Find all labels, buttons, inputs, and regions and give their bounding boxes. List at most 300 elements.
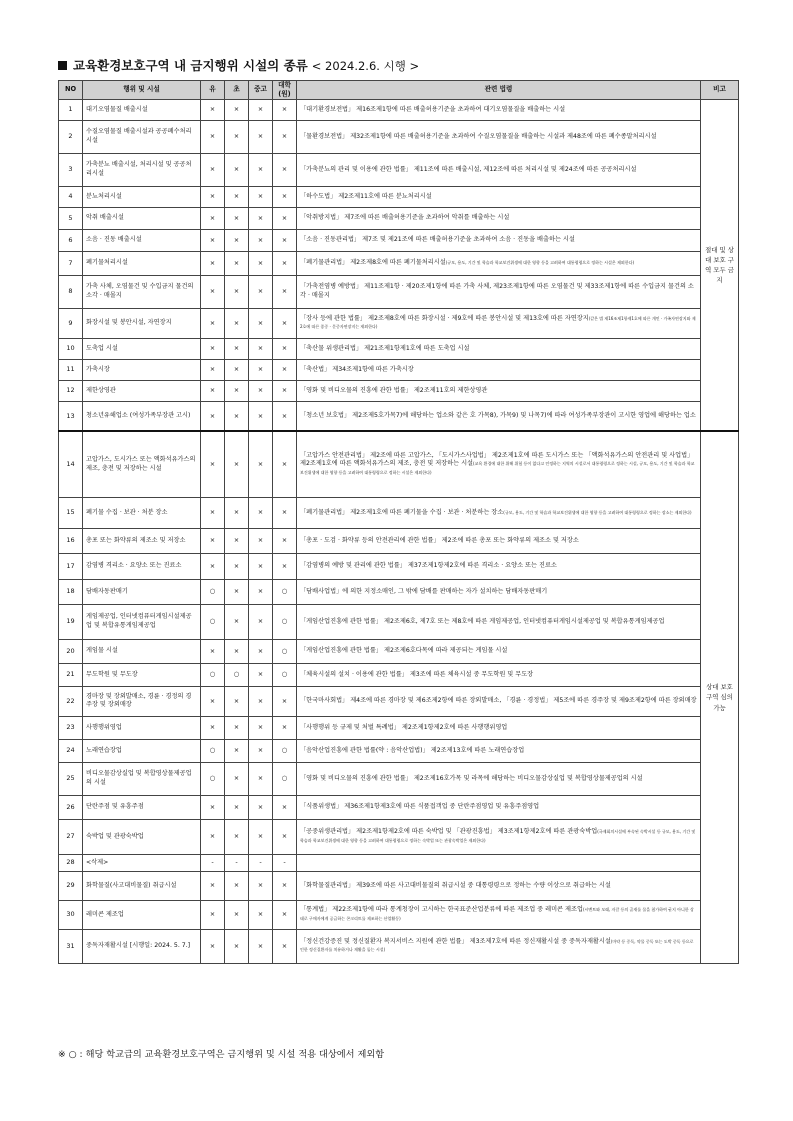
- related-law: [297, 604, 701, 639]
- elementary-mark: ×: [225, 739, 249, 762]
- table-row: [59, 553, 739, 579]
- middle-high-mark: ×: [249, 663, 273, 686]
- university-mark: ×: [273, 359, 297, 380]
- facility-name: 숙박업 및 관광숙박업: [83, 819, 201, 854]
- law-exception-note: (규모, 용도, 기간 및 학습과 학교보건위생에 대한 영향 등을 고려하여 대통령령으로 정하는 장소는 제외한다): [503, 509, 692, 515]
- facility-name: 게임제공업, 인터넷컴퓨터게임시설제공업 및 복합유통게임제공업: [83, 604, 201, 639]
- related-law: [297, 795, 701, 819]
- law-text: 「공중위생관리법」 제2조제1항제2호에 따른 숙박업 및 「관광진흥법」 제3조제1항제2호에 따른 관광숙박업: [300, 828, 598, 836]
- elementary-mark: ×: [225, 553, 249, 579]
- university-mark: ×: [273, 929, 297, 963]
- facility-name: 감염병 격리소 · 요양소 또는 진료소: [83, 553, 201, 579]
- law-text: 「총포 · 도검 · 화약류 등의 안전관리에 관한 법률」 제2조에 따른 총포 또는 화약류의 제조소 및 저장소: [300, 536, 579, 544]
- law-exception-note: (규모, 용도, 기간 및 학습과 학교보건위생에 대한 영향 등을 고려하여 대통령령으로 정하는 시설은 제외한다): [445, 260, 635, 266]
- kindergarten-mark: ×: [201, 186, 225, 207]
- kindergarten-mark: ×: [201, 716, 225, 739]
- middle-high-mark: ×: [249, 739, 273, 762]
- facility-name: 화장시설 및 봉안시설, 자연장지: [83, 308, 201, 338]
- elementary-mark: -: [225, 854, 249, 871]
- header-university: 대학(원): [273, 81, 297, 100]
- facility-name: 분뇨처리시설: [83, 186, 201, 207]
- table-row: [59, 207, 739, 229]
- law-text: 「폐기물관리법」 제2조제1호에 따른 폐기물을 수집 · 보관 · 처분하는 장소: [300, 508, 504, 516]
- middle-high-mark: ×: [249, 553, 273, 579]
- elementary-mark: ×: [225, 900, 249, 929]
- middle-high-mark: ×: [249, 401, 273, 431]
- kindergarten-mark: ×: [201, 251, 225, 275]
- table-row: [59, 153, 739, 186]
- facility-name: 제한상영관: [83, 380, 201, 401]
- kindergarten-mark: ×: [201, 553, 225, 579]
- header-kindergarten: 유: [201, 81, 225, 100]
- related-law: [297, 762, 701, 795]
- note-relative-zone: 상대 보호 구역 심의 가능: [701, 431, 739, 963]
- related-law: [297, 251, 701, 275]
- facility-name: 가축시장: [83, 359, 201, 380]
- related-law: [297, 308, 701, 338]
- related-law: [297, 120, 701, 153]
- middle-high-mark: ×: [249, 900, 273, 929]
- kindergarten-mark: ×: [201, 900, 225, 929]
- kindergarten-mark: ○: [201, 762, 225, 795]
- university-mark: ×: [273, 380, 297, 401]
- related-law: [297, 686, 701, 716]
- elementary-mark: ×: [225, 528, 249, 553]
- facility-name: 도축업 시설: [83, 338, 201, 359]
- square-bullet-icon: [58, 61, 67, 70]
- university-mark: ×: [273, 716, 297, 739]
- law-text: 「대기환경보전법」 제16조제1항에 따른 배출허용기준을 초과하여 대기오염물질을 배출하는 시설: [300, 105, 566, 113]
- law-exception-note: (시멘트와 모래, 자갈 등의 골재를 물을 첨가하여 굳지 아니한 상태로 구매자에게 공급하는 콘크리트를 제조하는 산업활동): [300, 907, 694, 921]
- table-row: [59, 308, 739, 338]
- elementary-mark: ×: [225, 686, 249, 716]
- header-note: 비고: [701, 81, 739, 100]
- header-no: NO: [59, 81, 83, 100]
- university-mark: ×: [273, 99, 297, 120]
- facility-name: 무도학원 및 무도장: [83, 663, 201, 686]
- related-law: [297, 900, 701, 929]
- table-row: [59, 431, 739, 497]
- table-row: [59, 639, 739, 663]
- law-text: 「악취방지법」 제7조에 따른 배출허용기준을 초과하여 악취를 배출하는 시설: [300, 214, 510, 222]
- university-mark: ×: [273, 497, 297, 528]
- law-text: 「감염병의 예방 및 관리에 관한 법률」 제37조제1항제2호에 따른 격리소 · 요양소 또는 진료소: [300, 562, 557, 570]
- facility-name: 가축분뇨 배출시설, 처리시설 및 공공처리시설: [83, 153, 201, 186]
- law-exception-note: (교육 환경에 대한 위해 위험 등이 없다고 인정하는 지역의 시설로서 대통령령으로 정하는 시설, 규모, 용도, 기간 및 학습과 학교보건위생에 대한 영향 등을 고려하여 대통령령으로 정하는 시설은 제외한다): [300, 461, 695, 475]
- note-absolute-zone: 절대 및 상대 보호 구역 모두 금지: [701, 99, 739, 431]
- facility-name: <삭제>: [83, 854, 201, 871]
- kindergarten-mark: ×: [201, 153, 225, 186]
- row-number: 15: [59, 497, 83, 528]
- kindergarten-mark: ×: [201, 819, 225, 854]
- row-number: 14: [59, 431, 83, 497]
- middle-high-mark: ×: [249, 579, 273, 604]
- table-row: [59, 401, 739, 431]
- row-number: 25: [59, 762, 83, 795]
- law-exception-note: (국제회의시설에 부속된 숙박시설 등 규모, 용도, 기간 및 학습과 학교보건위생에 대한 영향 등을 고려하여 대통령령으로 정하는 숙박업 또는 관광숙박업은 제외한다): [300, 829, 696, 843]
- row-number: 27: [59, 819, 83, 854]
- facility-name: 수질오염물질 배출시설과 공공폐수처리시설: [83, 120, 201, 153]
- table-row: [59, 716, 739, 739]
- related-law: [297, 553, 701, 579]
- law-text: 「영화 및 비디오물의 진흥에 관한 법률」 제2조제16호가목 및 라목에 해당하는 비디오물감상실업 및 복합영상물제공업의 시설: [300, 774, 643, 782]
- elementary-mark: ×: [225, 359, 249, 380]
- table-row: [59, 99, 739, 120]
- middle-high-mark: ×: [249, 359, 273, 380]
- row-number: 7: [59, 251, 83, 275]
- table-row: [59, 795, 739, 819]
- elementary-mark: ×: [225, 229, 249, 251]
- table-row: [59, 528, 739, 553]
- kindergarten-mark: ×: [201, 120, 225, 153]
- law-text: 「고압가스 안전관리법」 제2조에 따른 고압가스, 「도시가스사업법」 제2조제1호에 따른 도시가스 또는 「액화석유가스의 안전관리 및 사업법」 제2조제1호에 따른 액화석유가스의 제조, 충전 및 저장하는 시설: [300, 451, 694, 468]
- middle-high-mark: ×: [249, 497, 273, 528]
- law-text: 「음악산업진흥에 관한 법률(약 : 음악산업법)」 제2조제13호에 따른 노래연습장업: [300, 746, 525, 754]
- facility-name: 대기오염물질 배출시설: [83, 99, 201, 120]
- elementary-mark: ×: [225, 716, 249, 739]
- table-row: [59, 186, 739, 207]
- related-law: [297, 819, 701, 854]
- row-number: 19: [59, 604, 83, 639]
- facility-name: 고압가스, 도시가스 또는 액화석유가스의 제조, 충전 및 저장하는 시설: [83, 431, 201, 497]
- law-text: 「영화 및 비디오물의 진흥에 관한 법률」 제2조제11호의 제한상영관: [300, 386, 488, 394]
- elementary-mark: ○: [225, 663, 249, 686]
- law-text: 「한국마사회법」 제4조에 따른 경마장 및 제6조제2항에 따른 장외발매소, 「경륜 · 경정법」 제5조에 따른 경주장 및 제9조제2항에 따른 장외매장: [300, 697, 697, 705]
- university-mark: ×: [273, 120, 297, 153]
- university-mark: ×: [273, 251, 297, 275]
- kindergarten-mark: ×: [201, 207, 225, 229]
- facility-name: 비디오물감상실업 및 복합영상물제공업의 시설: [83, 762, 201, 795]
- middle-high-mark: ×: [249, 308, 273, 338]
- middle-high-mark: ×: [249, 153, 273, 186]
- table-row: [59, 380, 739, 401]
- middle-high-mark: ×: [249, 528, 273, 553]
- law-text: 「폐기물관리법」 제2조제8호에 따른 폐기물처리시설: [300, 259, 446, 267]
- table-row: [59, 359, 739, 380]
- law-text: 「청소년 보호법」 제2조제5호가목7)에 해당하는 업소와 같은 호 가목8), 가목9) 및 나목7)에 따라 여성가족부장관이 고시한 영업에 해당하는 업소: [300, 411, 696, 419]
- facility-name: 경마장 및 장외발매소, 경륜 · 경정의 경주장 및 장외매장: [83, 686, 201, 716]
- header-facility: 행위 및 시설: [83, 81, 201, 100]
- page-title: [58, 56, 419, 74]
- university-mark: ×: [273, 686, 297, 716]
- table-row: [59, 579, 739, 604]
- related-law: [297, 207, 701, 229]
- university-mark: ×: [273, 308, 297, 338]
- kindergarten-mark: ×: [201, 528, 225, 553]
- middle-high-mark: ×: [249, 207, 273, 229]
- table-row: [59, 604, 739, 639]
- law-text: 「축산법」 제34조제1항에 따른 가축시장: [300, 365, 414, 373]
- row-number: 4: [59, 186, 83, 207]
- law-text: 「사행행위 등 규제 및 처벌 특례법」 제2조제1항제2호에 따른 사행행위영업: [300, 723, 508, 731]
- row-number: 11: [59, 359, 83, 380]
- university-mark: ×: [273, 528, 297, 553]
- related-law: [297, 359, 701, 380]
- elementary-mark: ×: [225, 431, 249, 497]
- footer-note: ※ ○ : 해당 학교급의 교육환경보호구역은 금지행위 및 시설 적용 대상에서 제외함: [58, 1049, 385, 1060]
- law-text: 「체육시설의 설치 · 이용에 관한 법률」 제3조에 따른 체육시설 중 무도학원 및 무도장: [300, 670, 534, 678]
- law-text: 「하수도법」 제2조제11호에 따른 분뇨처리시설: [300, 192, 432, 200]
- related-law: [297, 229, 701, 251]
- row-number: 2: [59, 120, 83, 153]
- university-mark: ×: [273, 871, 297, 900]
- kindergarten-mark: ×: [201, 929, 225, 963]
- row-number: 6: [59, 229, 83, 251]
- kindergarten-mark: ×: [201, 275, 225, 308]
- related-law: [297, 380, 701, 401]
- law-text: 「물환경보전법」 제32조제1항에 따른 배출허용기준을 초과하여 수질오염물질을 배출하는 시설과 제48조에 따른 폐수종말처리시설: [300, 132, 657, 140]
- row-number: 1: [59, 99, 83, 120]
- kindergarten-mark: ×: [201, 686, 225, 716]
- table-row: [59, 871, 739, 900]
- elementary-mark: ×: [225, 401, 249, 431]
- middle-high-mark: ×: [249, 120, 273, 153]
- table-row: [59, 663, 739, 686]
- university-mark: ○: [273, 579, 297, 604]
- row-number: 21: [59, 663, 83, 686]
- kindergarten-mark: ×: [201, 359, 225, 380]
- row-number: 13: [59, 401, 83, 431]
- related-law: [297, 275, 701, 308]
- row-number: 30: [59, 900, 83, 929]
- law-text: 「장사 등에 관한 법률」 제2조제8호에 따른 화장시설 · 제9호에 따른 봉안시설 및 제13호에 따른 자연장지: [300, 314, 589, 322]
- table-row: [59, 251, 739, 275]
- row-number: 9: [59, 308, 83, 338]
- row-number: 17: [59, 553, 83, 579]
- elementary-mark: ×: [225, 819, 249, 854]
- table-row: [59, 900, 739, 929]
- table-row: [59, 739, 739, 762]
- middle-high-mark: ×: [249, 431, 273, 497]
- kindergarten-mark: ×: [201, 401, 225, 431]
- related-law: [297, 186, 701, 207]
- kindergarten-mark: ×: [201, 639, 225, 663]
- table-row: [59, 275, 739, 308]
- row-number: 3: [59, 153, 83, 186]
- middle-high-mark: ×: [249, 229, 273, 251]
- elementary-mark: ×: [225, 153, 249, 186]
- facility-name: 청소년유해업소 (여성가족부장관 고시): [83, 401, 201, 431]
- row-number: 12: [59, 380, 83, 401]
- university-mark: ○: [273, 663, 297, 686]
- related-law: [297, 639, 701, 663]
- related-law: [297, 431, 701, 497]
- facility-name: 레미콘 제조업: [83, 900, 201, 929]
- table-body: [59, 99, 739, 963]
- title-text: 교육환경보호구역 내 금지행위 시설의 종류: [73, 58, 308, 73]
- facility-name: 폐기물 수집 · 보관 · 처분 장소: [83, 497, 201, 528]
- middle-high-mark: ×: [249, 819, 273, 854]
- elementary-mark: ×: [225, 251, 249, 275]
- kindergarten-mark: ×: [201, 431, 225, 497]
- kindergarten-mark: ×: [201, 308, 225, 338]
- elementary-mark: ×: [225, 186, 249, 207]
- kindergarten-mark: ○: [201, 663, 225, 686]
- university-mark: ×: [273, 153, 297, 186]
- law-text: 「화학물질관리법」 제39조에 따른 사고대비물질의 취급시설 중 대통령령으로 정하는 수량 이상으로 취급하는 시설: [300, 881, 611, 889]
- elementary-mark: ×: [225, 795, 249, 819]
- facility-name: 노래연습장업: [83, 739, 201, 762]
- university-mark: ×: [273, 338, 297, 359]
- university-mark: ×: [273, 186, 297, 207]
- row-number: 28: [59, 854, 83, 871]
- row-number: 23: [59, 716, 83, 739]
- facility-name: 사행행위영업: [83, 716, 201, 739]
- elementary-mark: ×: [225, 120, 249, 153]
- facility-name: 화학물질(사고대비물질) 취급시설: [83, 871, 201, 900]
- related-law: [297, 99, 701, 120]
- header-elementary: 초: [225, 81, 249, 100]
- related-law: [297, 497, 701, 528]
- law-text: 「축산물 위생관리법」 제21조제1항제1호에 따른 도축업 시설: [300, 344, 470, 352]
- middle-high-mark: ×: [249, 604, 273, 639]
- elementary-mark: ×: [225, 929, 249, 963]
- middle-high-mark: ×: [249, 686, 273, 716]
- law-text: 「가축분뇨의 관리 및 이용에 관한 법률」 제11조에 따른 배출시설, 제12조에 따른 처리시설 및 제24조에 따른 공공처리시설: [300, 165, 637, 173]
- facility-name: 담배자동판매기: [83, 579, 201, 604]
- elementary-mark: ×: [225, 762, 249, 795]
- law-exception-note: (마약 등 중독, 약물 중독 또는 도박 중독 등으로 인한 정신질환자를 치유하거나 재활을 돕는 시설): [300, 938, 694, 953]
- university-mark: ×: [273, 401, 297, 431]
- kindergarten-mark: ×: [201, 871, 225, 900]
- middle-high-mark: ×: [249, 762, 273, 795]
- kindergarten-mark: ×: [201, 338, 225, 359]
- law-text: 「식품위생법」 제36조제1항제3호에 따른 식품접객업 중 단란주점영업 및 유흥주점영업: [300, 803, 540, 811]
- header-law: 관련 법령: [297, 81, 701, 100]
- related-law: [297, 854, 701, 871]
- row-number: 5: [59, 207, 83, 229]
- effective-date: < 2024.2.6. 시행 >: [311, 59, 420, 73]
- middle-high-mark: ×: [249, 639, 273, 663]
- university-mark: ○: [273, 762, 297, 795]
- row-number: 18: [59, 579, 83, 604]
- table-row: [59, 497, 739, 528]
- university-mark: ×: [273, 275, 297, 308]
- row-number: 26: [59, 795, 83, 819]
- facility-name: 폐기물처리시설: [83, 251, 201, 275]
- table-header-row: [59, 81, 739, 100]
- elementary-mark: ×: [225, 639, 249, 663]
- middle-high-mark: ×: [249, 871, 273, 900]
- elementary-mark: ×: [225, 207, 249, 229]
- middle-high-mark: ×: [249, 275, 273, 308]
- university-mark: ○: [273, 739, 297, 762]
- row-number: 20: [59, 639, 83, 663]
- university-mark: ×: [273, 795, 297, 819]
- facility-name: 게임물 시설: [83, 639, 201, 663]
- law-text: 「가축전염병 예방법」 제11조제1항 · 제20조제1항에 따른 가축 사체, 제23조제1항에 따른 오염물건 및 제33조제1항에 따른 수입금지 물건의 소각 · 매몰지: [300, 283, 694, 299]
- kindergarten-mark: ×: [201, 497, 225, 528]
- middle-high-mark: ×: [249, 338, 273, 359]
- middle-high-mark: ×: [249, 795, 273, 819]
- table-row: [59, 120, 739, 153]
- elementary-mark: ×: [225, 497, 249, 528]
- facility-name: 가축 사체, 오염물건 및 수입금지 물건의 소각 · 매몰지: [83, 275, 201, 308]
- university-mark: ×: [273, 900, 297, 929]
- middle-high-mark: ×: [249, 99, 273, 120]
- university-mark: ×: [273, 553, 297, 579]
- table-row: [59, 762, 739, 795]
- elementary-mark: ×: [225, 308, 249, 338]
- related-law: [297, 716, 701, 739]
- middle-high-mark: ×: [249, 929, 273, 963]
- middle-high-mark: -: [249, 854, 273, 871]
- related-law: [297, 871, 701, 900]
- university-mark: -: [273, 854, 297, 871]
- facility-name: 소음 · 진동 배출시설: [83, 229, 201, 251]
- table-row: [59, 686, 739, 716]
- law-text: 「게임산업진흥에 관한 법률」 제2조제6호다목에 따라 제공되는 게임물 시설: [300, 647, 508, 655]
- kindergarten-mark: ○: [201, 739, 225, 762]
- facility-name: 총포 또는 화약류의 제조소 및 저장소: [83, 528, 201, 553]
- middle-high-mark: ×: [249, 380, 273, 401]
- related-law: [297, 338, 701, 359]
- elementary-mark: ×: [225, 275, 249, 308]
- related-law: [297, 739, 701, 762]
- kindergarten-mark: ×: [201, 795, 225, 819]
- university-mark: ○: [273, 639, 297, 663]
- facility-name: 악취 배출시설: [83, 207, 201, 229]
- elementary-mark: ×: [225, 579, 249, 604]
- row-number: 8: [59, 275, 83, 308]
- kindergarten-mark: ×: [201, 229, 225, 251]
- row-number: 10: [59, 338, 83, 359]
- university-mark: ×: [273, 431, 297, 497]
- elementary-mark: ×: [225, 338, 249, 359]
- middle-high-mark: ×: [249, 716, 273, 739]
- kindergarten-mark: ×: [201, 380, 225, 401]
- middle-high-mark: ×: [249, 186, 273, 207]
- university-mark: ×: [273, 819, 297, 854]
- row-number: 31: [59, 929, 83, 963]
- related-law: [297, 401, 701, 431]
- related-law: [297, 579, 701, 604]
- law-exception-note: (같은 법 제16조제1항제1호에 따른 개인 · 가족자연장지와 제2호에 따른 종중 · 문중자연장지는 제외한다): [300, 315, 696, 330]
- table-row: [59, 929, 739, 963]
- row-number: 24: [59, 739, 83, 762]
- kindergarten-mark: -: [201, 854, 225, 871]
- elementary-mark: ×: [225, 380, 249, 401]
- table-row: [59, 854, 739, 871]
- row-number: 16: [59, 528, 83, 553]
- row-number: 29: [59, 871, 83, 900]
- table-row: [59, 819, 739, 854]
- university-mark: ×: [273, 229, 297, 251]
- middle-high-mark: ×: [249, 251, 273, 275]
- related-law: [297, 528, 701, 553]
- elementary-mark: ×: [225, 99, 249, 120]
- header-middle-high: 중고: [249, 81, 273, 100]
- facility-name: 단란주점 및 유흥주점: [83, 795, 201, 819]
- prohibited-facilities-table: [58, 80, 739, 964]
- law-text: 「담배사업법」에 의한 지정소매인, 그 밖에 담배를 판매하는 자가 설치하는 담배자동판매기: [300, 587, 548, 595]
- law-text: 「정신건강증진 및 정신질환자 복지서비스 지원에 관한 법률」 제3조제7호에 따른 정신재활시설 중 중독자재활시설: [300, 937, 611, 945]
- elementary-mark: ×: [225, 604, 249, 639]
- related-law: [297, 929, 701, 963]
- kindergarten-mark: ○: [201, 579, 225, 604]
- related-law: [297, 153, 701, 186]
- related-law: [297, 663, 701, 686]
- table-row: [59, 338, 739, 359]
- kindergarten-mark: ×: [201, 99, 225, 120]
- university-mark: ×: [273, 207, 297, 229]
- facility-name: 중독자재활시설 [시행일: 2024. 5. 7.]: [83, 929, 201, 963]
- table-row: [59, 229, 739, 251]
- elementary-mark: ×: [225, 871, 249, 900]
- law-text: 「게임산업진흥에 관한 법률」 제2조제6호, 제7호 또는 제8호에 따른 게임제공업, 인터넷컴퓨터게임시설제공업 및 복합유통게임제공업: [300, 617, 665, 625]
- kindergarten-mark: ○: [201, 604, 225, 639]
- law-text: 「소음 · 진동관리법」 제7조 및 제21조에 따른 배출허용기준을 초과하여 소음 · 진동을 배출하는 시설: [300, 236, 575, 244]
